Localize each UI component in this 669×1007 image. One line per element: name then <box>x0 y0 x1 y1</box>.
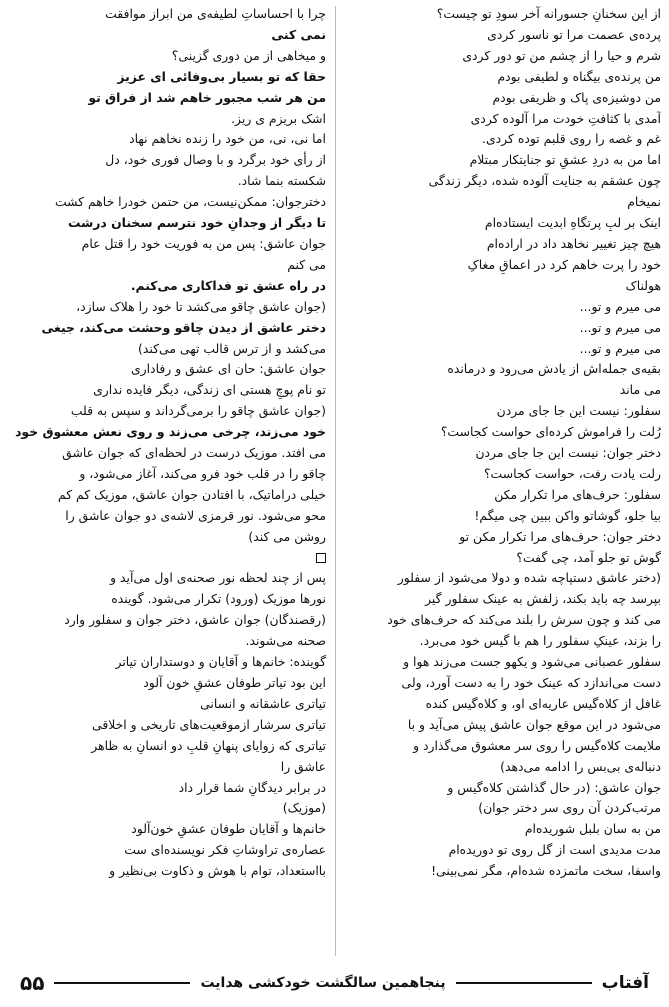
text-line: نمیخام <box>627 194 661 210</box>
text-line: عاشق را <box>280 758 326 774</box>
page-number: ۵۵ <box>20 971 45 995</box>
text-line: شکسته بنما شاد. <box>237 173 326 189</box>
text-line: دختر جوان: حرف‌های مرا تکرار مکن تو <box>459 528 661 544</box>
text-line: تیاتری عاشقانه و انسانی <box>200 695 326 711</box>
text-line: (رقصندگان) جوان عاشق، دختر جوان و سفلور وارد <box>64 612 326 628</box>
text-line: رلت یادت رفت، حواست کجاست؟ <box>483 465 661 481</box>
text-line: روشن می کند) <box>248 528 326 544</box>
text-line: بپرسد چه باید بکند، زلفش به عینک سفلور گیر <box>425 591 661 607</box>
text-line: خیلی دراماتیک، با افتادن جوان عاشق، موزیک کم کم <box>57 486 326 502</box>
text-line: می میرم و تو... <box>579 319 661 335</box>
text-line: تیاتری سرشار ازموقعیت‌های تاریخی و اخلاقی <box>92 716 326 732</box>
footer-title: پنجاهمین سالگشت خودکشی هدایت <box>200 975 446 991</box>
magazine-name: آفتاب <box>601 973 649 993</box>
text-line <box>8 548 326 569</box>
text-line: پس از چند لحظه نور صحنه‌ی اول می‌آید و <box>110 570 326 586</box>
text-line: واسفا، سخت ماتمزده شده‌ام، مگر نمی‌بینی! <box>431 863 661 879</box>
text-line: حقا که تو بسیار بی‌وفائی ای عزیز <box>117 68 326 84</box>
text-line: چاقو را در قلب خود فرو می‌کند، آغاز می‌شود، و <box>79 465 326 481</box>
text-line: جوان عاشق: حان ای عشق و رفاداری <box>130 361 326 377</box>
text-line: می میرم و تو... <box>579 340 661 356</box>
text-line: (دختر عاشق دستپاچه شده و دولا می‌شود از سفلور <box>397 570 661 586</box>
text-line: سفلور: نیست این جا جای مردن <box>496 403 661 419</box>
text-line: شرم و حیا را از چشم من تو دور کردی <box>462 47 661 63</box>
text-line: (موزیک) <box>282 800 326 816</box>
text-line: خانم‌ها و آقایان طوفان عشقِ خون‌آلود <box>131 821 326 837</box>
text-line: این بود تیاتر طوفان عشقِ خون آلود <box>143 675 326 690</box>
text-line: گوینده: خانم‌ها و آقایان و دوستداران تیاتر <box>115 654 326 670</box>
text-line: می کنم <box>287 256 326 272</box>
text-line: هیچ چیز تغییر نخاهد داد در اراده‌ام <box>486 235 661 251</box>
text-line: غم و غصه را روی قلبم توده کردی. <box>482 131 661 147</box>
text-line: اما نی، نی، من خود را زنده نخاهم نهاد <box>129 131 326 147</box>
text-line: اینک بر لبِ پرتگاهِ ابدیت ایستاده‌ام <box>484 215 661 231</box>
text-line: بااستعداد، توام با هوش و ذکاوت بی‌نظیر و <box>109 863 326 879</box>
text-line: آمدی با کثافتِ خودت مرا آلوده کردی <box>470 110 661 126</box>
text-line: هولناک <box>625 277 661 293</box>
text-line: می افتد. موزیک درست در لحظه‌ای که جوان عاشق <box>62 445 326 461</box>
text-line: می‌کشد و از ترس قالب تهی می‌کند) <box>138 340 326 356</box>
text-line: می‌شود در این موقع جوان عاشق پیش می‌آید و با <box>407 716 661 732</box>
text-line: چون عشقم به جنایت آلوده شده، دیگر زندگی <box>428 173 661 189</box>
text-line: دختر جوان: نیست این جا جای مردن <box>475 445 661 461</box>
text-line: مدت مدیدی است از گل روی تو دوریده‌ام <box>448 842 661 858</box>
text-line: من پرنده‌ی بیگناه و لطیفی بودم <box>497 68 661 84</box>
text-line: اشک بریزم ی ریز. <box>231 110 326 126</box>
text-line: من هر شب مجبور خاهم شد از فراق تو <box>88 89 326 105</box>
text-line: غافل از کلاه‌گیس عاریه‌ای او، و کلاه‌گیس کنده <box>425 695 661 711</box>
text-line: محو می‌شود. نور قرمزی لاشه‌ی دو جوان عاشق را <box>65 507 326 523</box>
text-line: دختر عاشق از دیدن چاقو وحشت می‌کند، جیغی <box>41 319 326 335</box>
text-line: تیاتری که زوایای پنهانِ قلبِ دو انسانِ به ظاهر <box>91 737 326 753</box>
text-line: می کند و چون سرش را بلند می‌کند که حرف‌های خود <box>387 612 661 628</box>
text-line: من به سان بلبل شوریده‌ام <box>524 821 661 837</box>
text-line: در برابر دیدگانِ شما قرار داد <box>178 779 326 795</box>
text-line: (جوان عاشق چاقو می‌کشد تا خود را هلاک سازد، <box>76 298 326 314</box>
text-line: دخترجوان: ممکن‌نیست، من حتمن خودرا خاهم کشت <box>54 194 326 210</box>
left-column <box>8 4 326 882</box>
text-line: را بزند، عینکِ سفلور را هم با گیس خود می‌برد. <box>419 633 661 649</box>
text-line: عصاره‌ی تراوشاتِ فکر نویسنده‌ای ست <box>124 842 326 858</box>
page-footer <box>20 968 649 998</box>
text-line: خود را پرت خاهم کرد در اعماقِ مغاکِ <box>467 256 661 272</box>
text-line: می ماند <box>619 382 661 398</box>
text-line: سفلور: حرف‌های مرا تکرار مکن <box>494 486 661 502</box>
text-line: اما من به دردِ عشقِ تو جنایتکار مبتلام <box>469 152 661 168</box>
text-line: تو نام پوچِ هستی ای زندگی، دیگر فایده نداری <box>93 382 326 398</box>
text-line: می میرم و تو... <box>579 298 661 314</box>
text-line: رُلت را فراموش کرده‌ای حواست کجاست؟ <box>440 424 661 440</box>
text-line: دنباله‌ی بی‌بس را ادامه می‌دهد) <box>500 758 661 774</box>
column-divider <box>335 6 336 956</box>
text-line: نمی کنی <box>271 26 326 42</box>
text-line: خود می‌زند، چرخی می‌زند و روی نعش معشوق خود <box>15 424 326 440</box>
section-break-box-icon <box>316 553 326 563</box>
text-line: سفلور عصبانی می‌شود و یکهو جست می‌زند هوا و <box>403 654 661 670</box>
text-line: پرده‌ی عصمت مرا تو ناسور کردی <box>487 26 661 42</box>
text-line: صحنه می‌شوند. <box>245 633 326 649</box>
text-line: تا دیگر از وجدانِ خود نترسم سخنان درشت <box>68 215 326 231</box>
text-line: مرتب‌کردن آن روی سر دختر جوان) <box>478 800 661 816</box>
text-line: جوان عاشق: پس من به فوریت خود را قتل عام <box>81 235 326 251</box>
text-line: در راه عشق تو فداکاری می‌کنم. <box>130 277 326 293</box>
text-line: من دوشیزه‌ی پاک و ظریفی بودم <box>492 89 661 105</box>
text-line: گوش تو جلو آمد، چی گفت؟ <box>516 549 661 565</box>
text-line: (جوان عاشق چاقو را برمی‌گرداند و سپس به قلب <box>70 403 326 419</box>
footer-rule <box>456 982 592 984</box>
text-line: از این سخنانِ جسورانه آخر سودِ تو چیست؟ <box>436 6 661 21</box>
text-line: جوان عاشق: (در حال گذاشتن کلاه‌گیس و <box>447 779 661 795</box>
text-line: از رأی خود برگرد و با وصال فوری خود، دل <box>105 152 326 168</box>
text-line: چرا با احساساتِ لطیفه‌ی من ابراز موافقت <box>105 6 326 21</box>
right-column <box>343 4 661 882</box>
footer-rule <box>54 982 190 984</box>
text-line: بیا جلو، گوشاتو واکن ببین چی میگم! <box>474 507 661 523</box>
text-line: نورها موزیک (ورود) تکرار می‌شود. گوینده <box>111 591 326 607</box>
text-line: دست می‌اندازد که عینک خود را به دست آورد، ولی <box>401 675 661 690</box>
text-line: ملایمت کلاه‌گیس را روی سر معشوق می‌گذارد و <box>413 737 661 753</box>
text-line: بقیه‌ی جمله‌اش از یادش می‌رود و درمانده <box>447 361 661 377</box>
text-line: و میخاهی از من دوری گزینی؟ <box>171 47 326 63</box>
